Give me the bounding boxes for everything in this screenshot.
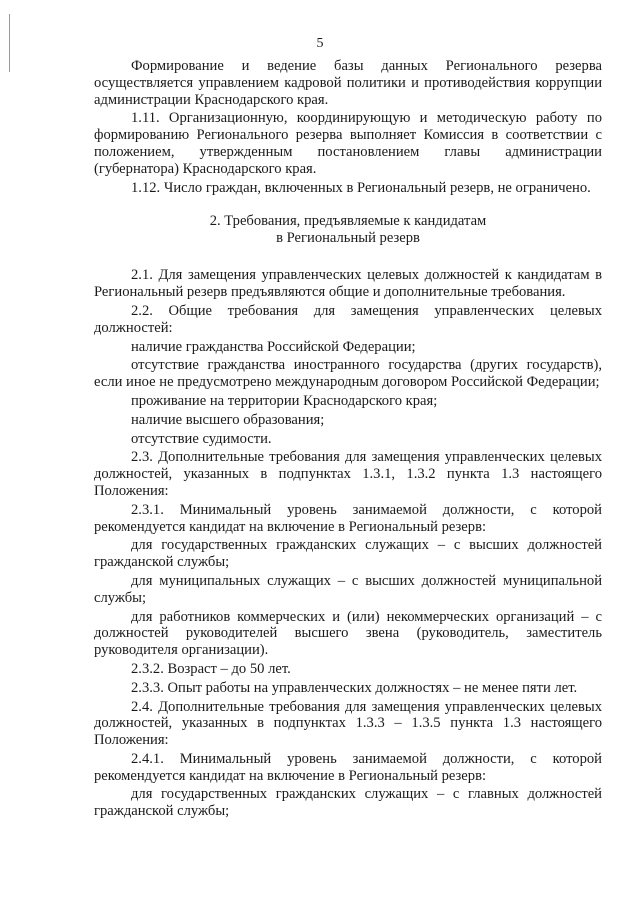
list-item: для муниципальных служащих – с высших должностей муниципальной службы; bbox=[94, 572, 602, 606]
paragraph: 1.11. Организационную, координирующую и методическую работу по формированию Регионального резерва выполняет Комиссия в соответствии с положением, утвержденным постановлением главы администрации (губернатора) Краснодарского края. bbox=[94, 110, 602, 177]
list-item: для работников коммерческих и (или) некоммерческих организаций – с должностей руководителей высшего звена (руководитель, заместитель руководителя организации). bbox=[94, 608, 602, 659]
page-number: 5 bbox=[316, 36, 324, 51]
paragraph: 2.3.1. Минимальный уровень занимаемой должности, с которой рекомендуется кандидат на включение в Региональный резерв: bbox=[94, 501, 602, 535]
section-heading-line-2: в Региональный резерв bbox=[276, 230, 420, 247]
list-item: отсутствие гражданства иностранного государства (других государств), если иное не предусмотрено международным договором Российской Федерации; bbox=[94, 357, 602, 391]
list-item: для государственных гражданских служащих – с высших должностей гражданской службы; bbox=[94, 537, 602, 571]
paragraph: 2.3.3. Опыт работы на управленческих должностях – не менее пяти лет. bbox=[131, 679, 578, 696]
paragraph: Формирование и ведение базы данных Регионального резерва осуществляется управлением кадровой политики и противодействия коррупции администрации Краснодарского края. bbox=[94, 58, 602, 108]
paragraph: 1.12. Число граждан, включенных в Региональный резерв, не ограничено. bbox=[131, 179, 591, 196]
list-item: наличие высшего образования; bbox=[131, 411, 325, 428]
list-item: для государственных гражданских служащих – с главных должностей гражданской службы; bbox=[94, 786, 602, 820]
paragraph: 2.3. Дополнительные требования для замещения управленческих целевых должностей, указанных в подпунктах 1.3.1, 1.3.2 пункта 1.3 настоящего Положения: bbox=[94, 449, 602, 499]
paragraph: 2.1. Для замещения управленческих целевых должностей к кандидатам в Региональный резерв предъявляются общие и дополнительные требования. bbox=[94, 267, 602, 301]
paragraph: 2.3.2. Возраст – до 50 лет. bbox=[131, 660, 291, 677]
paragraph: 2.4.1. Минимальный уровень занимаемой должности, с которой рекомендуется кандидат на включение в Региональный резерв: bbox=[94, 750, 602, 784]
list-item: отсутствие судимости. bbox=[131, 430, 272, 447]
paragraph: 2.4. Дополнительные требования для замещения управленческих целевых должностей, указанных в подпунктах 1.3.3 – 1.3.5 пункта 1.3 настоящего Положения: bbox=[94, 698, 602, 749]
paragraph: 2.2. Общие требования для замещения управленческих целевых должностей: bbox=[94, 302, 602, 336]
list-item: проживание на территории Краснодарского края; bbox=[131, 392, 438, 409]
document-body bbox=[94, 58, 602, 820]
list-item: наличие гражданства Российской Федерации; bbox=[131, 338, 416, 355]
section-heading-line-1: 2. Требования, предъявляемые к кандидатам bbox=[209, 213, 487, 230]
section-heading bbox=[94, 213, 602, 247]
